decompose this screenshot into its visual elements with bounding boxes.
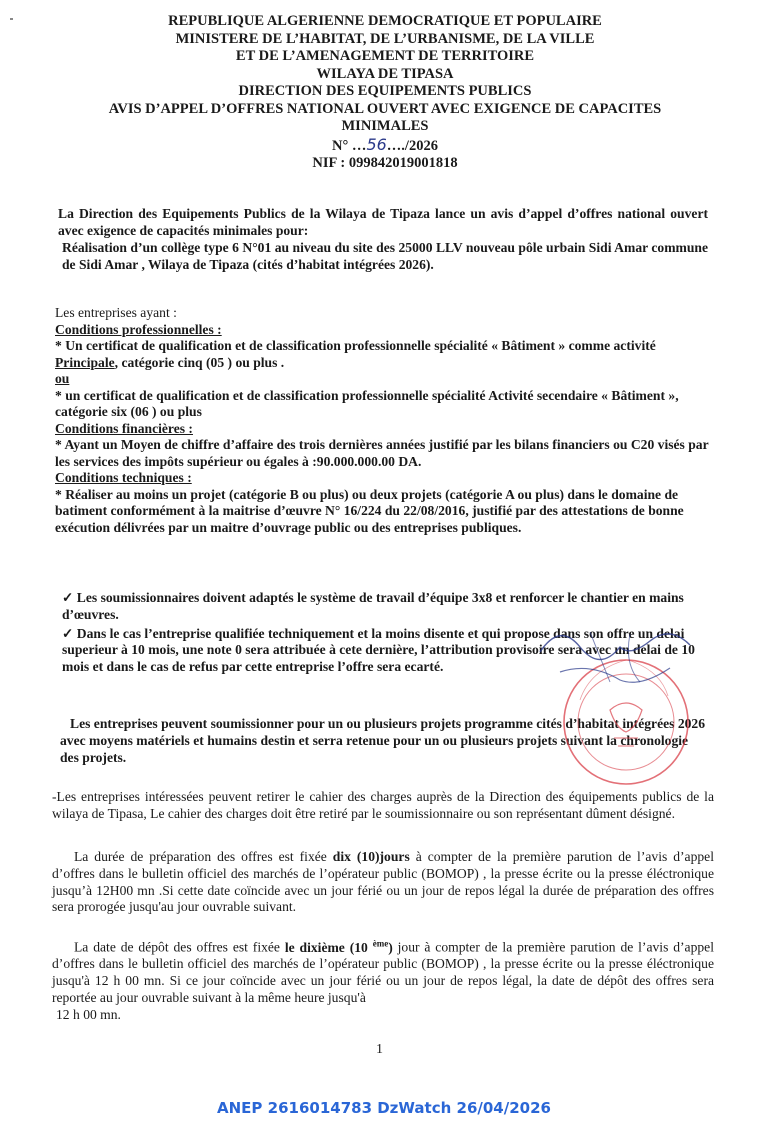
- preparation-duration-paragraph: La durée de préparation des offres est fixée dix (10)jours à compter de la première parution de l’avis d’appel d’offres dans le bulletin officiel des marchés de l’opérateur public (BOMOP) , la presse écrite ou la presse éléctronique jusqu’à 12H00 mn .Si cette date coïncide avec un jour férié ou un jour de repos légal la durée de préparation des offres sera prorogée jusqu'au jour ouvrable suivant.: [52, 849, 714, 915]
- handwritten-number: 56: [366, 134, 387, 154]
- professional-conditions-title: Conditions professionnelles :: [55, 321, 222, 337]
- document-header: [40, 13, 730, 173]
- header-republic: REPUBLIQUE ALGERIENNE DEMOCRATIQUE ET POPULAIRE: [168, 13, 602, 29]
- or-separator: ou: [55, 371, 70, 386]
- deposit-date-paragraph: La date de dépôt des offres est fixée le dixième (10 $^{ème}$) jour à compter de la première parution de l’avis d’appel d’offres dans le bulletin officiel des marchés de l’opérateur public (BOMOP) , la presse écrite ou la presse éléctronique jusqu'à 12 h 00 mn. Si ce jour coïncide avec un jour férié ou un jour de repos légal, la date de dépôt des offres sera reportée au jour ouvrable suivant à la même heure jusqu'à 12 h 00 mn.: [52, 938, 714, 1022]
- conditions-lead: Les entreprises ayant :: [55, 305, 177, 320]
- intro-text: La Direction des Equipements Publics de la Wilaya de Tipaza lance un avis d’appel d’offres national ouvert avec exigence de capacités minimales pour:: [58, 206, 708, 238]
- header-ministry: MINISTERE DE L’HABITAT, DE L’URBANISME, DE LA VILLE: [175, 30, 595, 47]
- checklist-item-teamwork: ✓ Les soumissionnaires doivent adaptés le système de travail d’équipe 3x8 et renforcer le chantier en mains d’œuvres.: [62, 590, 684, 622]
- conditions-section: [55, 305, 710, 536]
- header-direction: DIRECTION DES EQUIPEMENTS PUBLICS: [238, 83, 532, 99]
- publication-footer: ANEP 2616014783 DzWatch 26/04/2026: [217, 1099, 551, 1117]
- header-notice-title-cont: MINIMALES: [341, 118, 429, 134]
- technical-condition-1: * Réaliser au moins un projet (catégorie B ou plus) ou deux projets (catégorie A ou plus) dans le domaine de batiment conformément à la maitrise d’œuvre N° 16/224 du 22/08/2016, justifié par des attestations de bonne exécution délivrées par un maitre d’ouvrage public ou des entreprises publiques.: [55, 486, 684, 535]
- professional-condition-1: * Un certificat de qualification et de classification professionnelle spécialité « Bâtiment » comme activité Principale, catégorie cinq (05 ) ou plus .: [55, 338, 656, 370]
- reference-number: N° …56…./2026: [332, 134, 438, 154]
- duration-days: dix (10)jours: [332, 849, 410, 864]
- header-ministry-cont: ET DE L’AMENAGEMENT DE TERRITOIRE: [235, 48, 535, 64]
- handwritten-signature: [530, 612, 700, 702]
- project-object: Réalisation d’un collège type 6 N°01 au niveau du site des 25000 LLV nouveau pôle urbain Sidi Amar commune de Sidi Amar , Wilaya de Tipaza (cités d’habitat intégrées 2026).: [62, 240, 708, 272]
- header-wilaya: WILAYA DE TIPASA: [316, 65, 454, 82]
- principale-underlined: Principale: [55, 354, 115, 370]
- specifications-paragraph: -Les entreprises intéressées peuvent retirer le cahier des charges auprès de la Direction des équipements publics de la wilaya de Tipasa, Le cahier des charges doit être retiré par le soumissionnaire ou son représentant dûment désigné.: [52, 789, 714, 821]
- technical-conditions-title: Conditions techniques :: [55, 470, 192, 485]
- checklist-item-delay: ✓ Dans le cas l’entreprise qualifiée techniquement et la moins disente et qui propose dans son offre un delai superieur à 10 mois, une note 0 sera attribuée à cete dernière, l’attribution provisoire sera avec un delai de 10 mois et dans le cas de refus par cette entreprise l’offre sera ecarté.: [62, 625, 695, 675]
- deposit-day: le dixième (10 $^{ème}$): [284, 938, 393, 955]
- intro-block: [58, 205, 708, 273]
- professional-condition-2: * un certificat de qualification et de classification professionnelle spécialité Activité secendaire « Bâtiment », catégorie six (06 ) ou plus: [55, 387, 679, 419]
- scan-speck: [10, 18, 13, 20]
- multiple-projects-notice: Les entreprises peuvent soumissionner pour un ou plusieurs projets programme cités d’habitat intégrées 2026 avec moyens matériels et humains destin et serra retenue pour un ou plusieurs projets suivant la chronologie des projets.: [60, 716, 706, 765]
- page-number: 1: [376, 1042, 383, 1057]
- financial-condition-1: * Ayant un Moyen de chiffre d’affaire des trois dernières années justifié par les bilans financiers ou C20 visés par les services des impôts supérieur ou égales à :90.000.000.00 DA.: [55, 437, 709, 469]
- nif-number: NIF : 099842019001818: [312, 155, 458, 171]
- header-notice-title: AVIS D’APPEL D’OFFRES NATIONAL OUVERT AVEC EXIGENCE DE CAPACITES: [108, 100, 662, 117]
- financial-conditions-title: Conditions financières :: [55, 420, 193, 436]
